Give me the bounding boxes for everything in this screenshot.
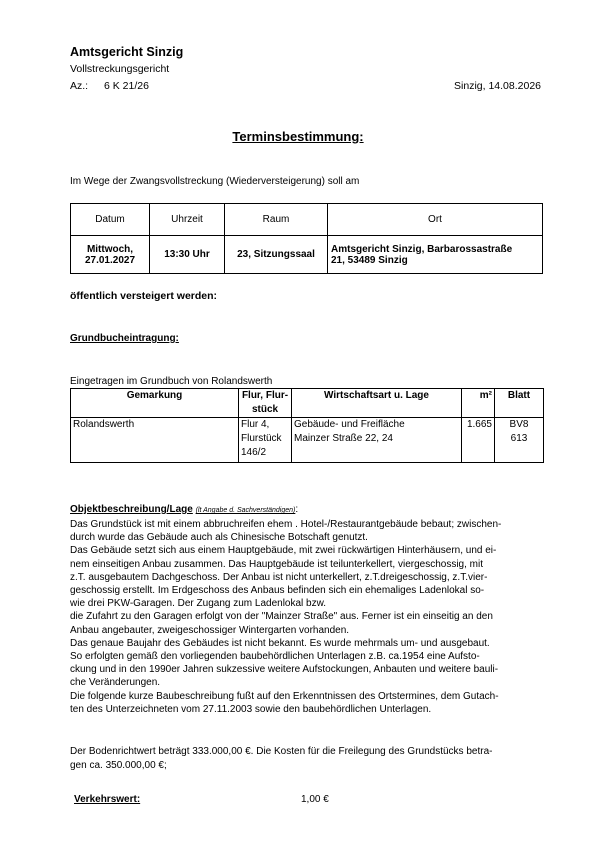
wirtschaftsart-line-2: Mainzer Straße 22, 24: [294, 433, 393, 444]
header-gemarkung: Gemarkung: [71, 389, 239, 418]
desc-line: durch wurde das Gebäude auch als Chinesische Botschaft genutzt.: [70, 532, 368, 544]
flur-line-3: 146/2: [241, 447, 267, 458]
desc-line: Anbau angebauter, zweigeschossiger Wintergarten vorhanden.: [70, 624, 350, 636]
department: Vollstreckungsgericht: [70, 63, 170, 75]
desc-line: ten des Unterzeichneten vom 27.11.2003 sowie den baubehördlichen Unterlagen.: [70, 703, 432, 715]
desc-line: che Veränderungen.: [70, 677, 161, 689]
place-line-1: Amtsgericht Sinzig, Barbarossastraße: [331, 243, 513, 255]
verkehrswert-label: Verkehrswert:: [74, 794, 141, 805]
cell-m2: 1.665: [462, 418, 495, 463]
intro-text: Im Wege der Zwangsvollstreckung (Wiederversteigerung) soll am: [70, 176, 360, 187]
objekt-description: [70, 518, 544, 716]
cell-wirtschaftsart: [292, 418, 462, 463]
cell-gemarkung: Rolandswerth: [71, 418, 239, 463]
appointment-date: [71, 236, 150, 274]
grundbuch-table: [70, 388, 544, 463]
place-line-2: 21, 53489 Sinzig: [331, 254, 408, 266]
cell-flur: [239, 418, 292, 463]
grundbuch-intro: Eingetragen im Grundbuch von Rolandswerth: [70, 376, 273, 387]
appointment-table: [70, 203, 543, 274]
desc-line: Die folgende kurze Baubeschreibung fußt auf den Erkenntnissen des Ortstermines, dem Gutach-: [70, 690, 499, 702]
objekt-colon: :: [295, 504, 299, 515]
file-number-label: Az.:: [70, 80, 89, 92]
flur-line-2: Flurstück: [241, 433, 282, 444]
place-date: Sinzig, 14.08.2026: [454, 80, 541, 92]
desc-line: geschossig erstellt. Im Erdgeschoss des Anbaus befinden sich ein ehemaliges Ladenlokal so-: [70, 585, 485, 597]
header-flur: [239, 389, 292, 418]
objekt-heading: [70, 504, 298, 515]
appointment-header-row: [71, 204, 543, 236]
appointment-time: 13:30 Uhr: [150, 236, 225, 274]
wirtschaftsart-line-1: Gebäude- und Freifläche: [294, 419, 405, 430]
header-date: Datum: [71, 204, 150, 236]
appointment-place: [328, 236, 543, 274]
header-m2: m²: [462, 389, 495, 418]
bodenrichtwert-line-2: gen ca. 350.000,00 €;: [70, 760, 167, 771]
header-flur-line-2: stück: [251, 404, 279, 415]
desc-line: wie drei PKW-Garagen. Der Zugang zum Ladenlokal bzw.: [70, 598, 327, 610]
cell-blatt: [495, 418, 544, 463]
desc-line: z.T. ausgebautem Dachgeschoss. Der Anbau ist nicht unterkellert, z.T.dreigeschossig, z.T.vier-: [70, 571, 488, 583]
date-value: 27.01.2027: [84, 254, 136, 266]
header-time: Uhrzeit: [150, 204, 225, 236]
grundbuch-heading: Grundbucheintragung:: [70, 333, 179, 344]
file-number: 6 K 21/26: [104, 80, 149, 92]
desc-line: So erfolgten gemäß den vorliegenden baubehördlichen Unterlagen z.B. ca.1954 eine Aufsto-: [70, 651, 480, 663]
verkehrswert-value: 1,00 €: [301, 794, 329, 805]
header-wirtschaftsart: Wirtschaftsart u. Lage: [292, 389, 462, 418]
desc-line: die Zufahrt zu den Garagen erfolgt von der "Mainzer Straße" aus. Ferner ist ein einseitig an den: [70, 611, 493, 623]
desc-line: Das genaue Baujahr des Gebäudes ist nicht bekannt. Es wurde mehrmals um- und ausgebaut.: [70, 637, 490, 649]
objekt-note: (lt Angabe d. Sachverständigen): [195, 507, 296, 514]
desc-line: Das Gebäude setzt sich aus einem Hauptgebäude, mit zwei rückwärtigen Hinterhäusern, und ei-: [70, 545, 497, 557]
header-blatt: Blatt: [495, 389, 544, 418]
blatt-line-1: BV8: [509, 419, 529, 430]
objekt-heading-text: Objektbeschreibung/Lage: [70, 504, 193, 515]
sold-text: öffentlich versteigert werden:: [70, 290, 218, 302]
header-place: Ort: [328, 204, 543, 236]
desc-line: nem einseitigen Anbau zusammen. Das Hauptgebäude ist teilunterkellert, viergeschossig, mit: [70, 558, 483, 570]
bodenrichtwert-line-1: Der Bodenrichtwert beträgt 333.000,00 €. Die Kosten für die Freilegung des Grundstücks betra-: [70, 746, 493, 757]
flur-line-1: Flur 4,: [241, 419, 270, 430]
header-room: Raum: [225, 204, 328, 236]
blatt-line-2: 613: [510, 433, 528, 444]
appointment-room: 23, Sitzungssaal: [225, 236, 328, 274]
grundbuch-header-row: [71, 389, 544, 418]
document-title: Terminsbestimmung:: [232, 129, 364, 144]
desc-line: Das Grundstück ist mit einem abbruchreifen ehem . Hotel-/Restaurantgebäude bebaut; zwischen-: [70, 519, 502, 530]
desc-line: ckung und in den 1990er Jahren sukzessive weitere Aufstockungen, Anbauten und weitere bauli-: [70, 664, 499, 676]
appointment-row: [71, 236, 543, 274]
date-weekday: Mittwoch,: [86, 243, 134, 255]
grundbuch-row: [71, 418, 544, 463]
header-flur-line-1: Flur, Flur-: [241, 390, 289, 401]
court-name: Amtsgericht Sinzig: [70, 45, 184, 59]
